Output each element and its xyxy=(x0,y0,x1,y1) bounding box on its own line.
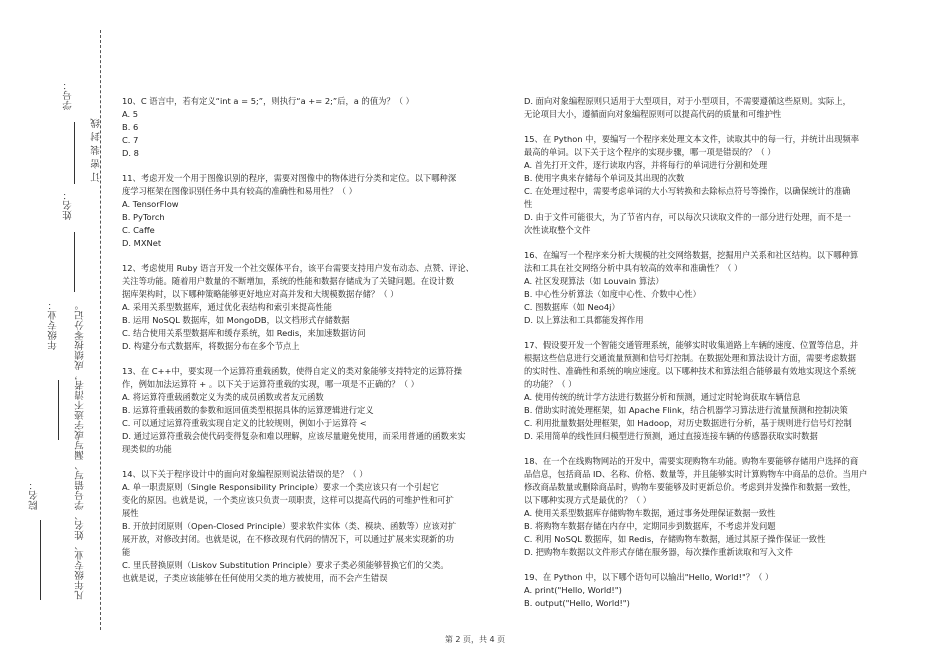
name-line xyxy=(74,232,75,292)
binding-margin xyxy=(0,0,108,672)
question-16: 16、在编写一个程序来分析大规模的社交网络数据，挖掘用户关系和社区结构。以下哪种算 法和工具在社交网络分析中具有较高的效率和准确性？（ ） A. 社区发现算法（如 Louvain 算法） B. 中心性分析算法（如度中心性、介数中心性） C. 图数据库（如 Neo4j） D. 以上算法和工具都能发挥作用 xyxy=(524,250,859,325)
question-10: 10、C 语言中，若有定义“int a = 5;”，则执行“a += 2;”后，a 的值为？（ ） A. 5 B. 6 C. 7 D. 8 xyxy=(122,96,414,158)
question-14-continued: D. 面向对象编程原则只适用于大型项目，对于小型项目，不需要遵循这些原则。实际上， 无论项目大小，遵循面向对象编程原则可以提高代码的质量和可维护性 xyxy=(524,96,851,119)
question-17: 17、假设要开发一个智能交通管理系统，能够实时收集道路上车辆的速度、位置等信息，并 根据这些信息进行交通流量预测和信号灯控制。在数据处理和算法设计方面，需要考虑数据 的实时性、准确性和系统的响应速度。以下哪种技术和算法组合能够最有效地实现这个系统 的功能？（ ） A. 使用传统的统计学方法进行数据分析和预测，通过定时轮询获取车辆信息 B. 借助实时流处理框架，如 Apache Flink，结合机器学习算法进行流量预测和控制决策 C. 利用批量数据处理框架，如 Hadoop，对历史数据进行分析，基于规则进行信号灯控制 D. 采用简单的线性回归模型进行预测，通过直接连接车辆的传感器获取实时数据 xyxy=(524,340,859,441)
right-column xyxy=(524,95,894,610)
grade-major-label: 年级专业： xyxy=(48,300,59,350)
question-19: 19、在 Python 中，以下哪个语句可以输出"Hello, World!"？（ ） A. print("Hello, World!") B. output("Hello, World!") xyxy=(524,572,774,608)
question-13: 13、在 C++中，要实现一个运算符重载函数，使得自定义的类对象能够支持特定的运算符操 作，例如加法运算符 + 。以下关于运算符重载的实现，哪一项是不正确的？（ ） A. 将运算符重载函数定义为类的成员函数或者友元函数 B. 运算符重载函数的参数和返回值类型根据具体的运算逻辑进行定义 C. 可以通过运算符重载实现自定义的比较规则，例如小于运算符 < D. 通过运算符重载会使代码变得复杂和难以理解，应该尽量避免使用，而采用普通的函数来实 现类似的功能 xyxy=(122,366,466,454)
student-id-line xyxy=(74,122,75,184)
question-18: 18、在一个在线购物网站的开发中，需要实现购物车功能。购物车要能够存储用户选择的商 品信息，包括商品 ID、名称、价格、数量等，并且能够实时计算购物车中商品的总价。当用户 修改商品数量或删除商品时，购物车要能够及时更新总价。考虑到并发操作和数据一致性， 以下哪种实现方式是最优的？（ ） A. 使用关系型数据库存储购物车数据，通过事务处理保证数据一致性 B. 将购物车数据存储在内存中，定期同步到数据库，不考虑并发问题 C. 利用 NoSQL 数据库，如 Redis，存储购物车数据，通过其原子操作保证一致性 D. 把购物车数据以文件形式存储在服务器，每次操作重新读取和写入文件 xyxy=(524,456,868,557)
notice-text: 凡年级专业、姓名、学号错写、漏写或字迹不清者，成绩按零分记。 xyxy=(75,300,86,600)
question-15: 15、在 Python 中，要编写一个程序来处理文本文件，读取其中的每一行，并统计出现频率 最高的单词。以下关于这个程序的实现步骤，哪一项是错误的？（ ） A. 首先打开文件，逐行读取内容，并将每行的单词进行分割和处理 B. 使用字典来存储每个单词及其出现的次数 C. 在处理过程中，需要考虑单词的大小写转换和去除标点符号等操作，以确保统计的准确 性 D. 由于文件可能很大，为了节省内存，可以每次只读取文件的一部分进行处理，而不是一 次性读取整个文件 xyxy=(524,134,859,235)
student-id-label: 学号： xyxy=(63,80,74,110)
question-12: 12、考虑使用 Ruby 语言开发一个社交媒体平台，该平台需要支持用户发布动态、点赞、评论、 关注等功能。随着用户数量的不断增加，系统的性能和数据存储成为了关键问题。在设计数 据库架构时，以下哪种策略能够更好地应对高并发和大规模数据存储？（ ） A. 采用关系型数据库，通过优化表结构和索引来提高性能 B. 运用 NoSQL 数据库，如 MongoDB，以文档形式存储数据 C. 结合使用关系型数据库和缓存系统，如 Redis，来加速数据访问 D. 构建分布式数据库，将数据分布在多个节点上 xyxy=(122,263,474,351)
left-column xyxy=(122,95,492,585)
page-footer: 第 2 页，共 4 页 xyxy=(444,635,506,644)
question-14: 14、以下关于程序设计中的面向对象编程原则说法错误的是？（ ） A. 单一职责原则（Single Responsibility Principle）要求一个类应该只有一个引起它 变化的原因。也就是说，一个类应该只负责一项职责，这样可以提高代码的可维护性和可扩 展性 B. 开放封闭原则（Open-Closed Principle）要求软件实体（类、模块、函数等）应该对扩 展开放，对修改封闭。也就是说，在不修改现有代码的情况下，可以通过扩展来实现新的功 能 C. 里氏替换原则（Liskov Substitution Principle）要求子类必须能够替换它们的父类。 也就是说，子类应该能够在任何使用父类的地方被使用，而不会产生错误 xyxy=(122,469,457,583)
grade-major-line xyxy=(58,380,59,440)
school-label: 院名： xyxy=(29,480,40,510)
cut-line xyxy=(100,30,101,630)
school-line xyxy=(40,520,41,600)
name-label: 姓名： xyxy=(63,190,74,220)
seat-warning-text: 订 密 装 封 线 xyxy=(91,118,102,183)
question-11: 11、考虑开发一个用于图像识别的程序，需要对图像中的物体进行分类和定位。以下哪种深 度学习框架在图像识别任务中具有较高的准确性和易用性？（ ） A. TensorFlow B. PyTorch C. Caffe D. MXNet xyxy=(122,173,457,248)
